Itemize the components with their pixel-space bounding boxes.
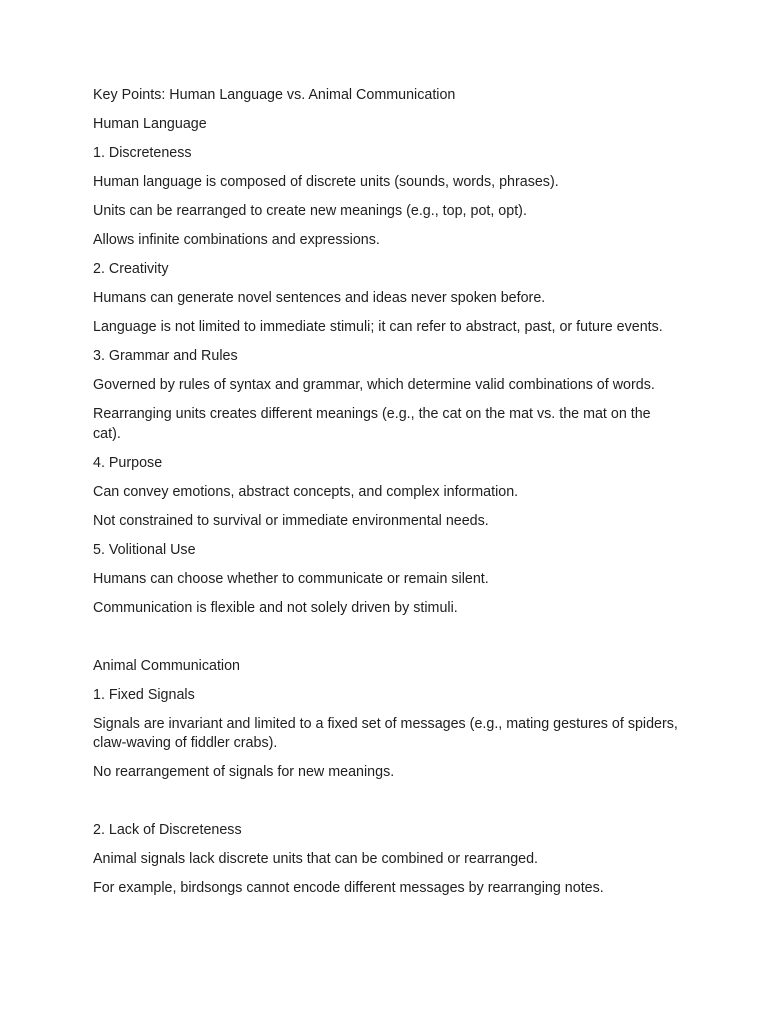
point-line: Humans can choose whether to communicate or remain silent. [93, 570, 489, 587]
point-line: Units can be rearranged to create new meanings (e.g., top, pot, opt). [93, 203, 527, 219]
point-heading: 4. Purpose [93, 454, 163, 471]
point-line: No rearrangement of signals for new meanings. [93, 764, 395, 780]
point-line: Can convey emotions, abstract concepts, and complex information. [93, 483, 519, 500]
blank-line [93, 792, 678, 821]
point-heading: 5. Volitional Use [93, 541, 196, 558]
point-line: Language is not limited to immediate stimuli; it can refer to abstract, past, or future events. [93, 319, 663, 335]
point-line: Communication is flexible and not solely driven by stimuli. [93, 599, 458, 616]
document-title: Key Points: Human Language vs. Animal Communication [93, 87, 456, 103]
point-line: Signals are invariant and limited to a fixed set of messages (e.g., mating gestures of spiders, claw-waving of fiddler crabs). [93, 715, 678, 751]
point-line: Human language is composed of discrete units (sounds, words, phrases). [93, 174, 559, 190]
point-heading: 2. Lack of Discreteness [93, 822, 242, 838]
point-line: For example, birdsongs cannot encode different messages by rearranging notes. [93, 880, 604, 896]
point-heading: 2. Creativity [93, 261, 169, 277]
point-heading: 1. Fixed Signals [93, 686, 195, 703]
point-heading: 3. Grammar and Rules [93, 348, 238, 364]
document-body [93, 86, 678, 908]
section-heading-human-language: Human Language [93, 116, 207, 132]
point-heading: 1. Discreteness [93, 145, 192, 161]
blank-line [93, 628, 678, 657]
point-line: Animal signals lack discrete units that can be combined or rearranged. [93, 851, 539, 867]
section-heading-animal-communication: Animal Communication [93, 657, 240, 674]
point-line: Not constrained to survival or immediate environmental needs. [93, 512, 489, 529]
point-line: Governed by rules of syntax and grammar, which determine valid combinations of words. [93, 377, 655, 393]
point-line: Allows infinite combinations and expressions. [93, 232, 380, 248]
point-line: Humans can generate novel sentences and ideas never spoken before. [93, 290, 546, 306]
point-line: Rearranging units creates different meanings (e.g., the cat on the mat vs. the mat on the cat). [93, 406, 651, 442]
